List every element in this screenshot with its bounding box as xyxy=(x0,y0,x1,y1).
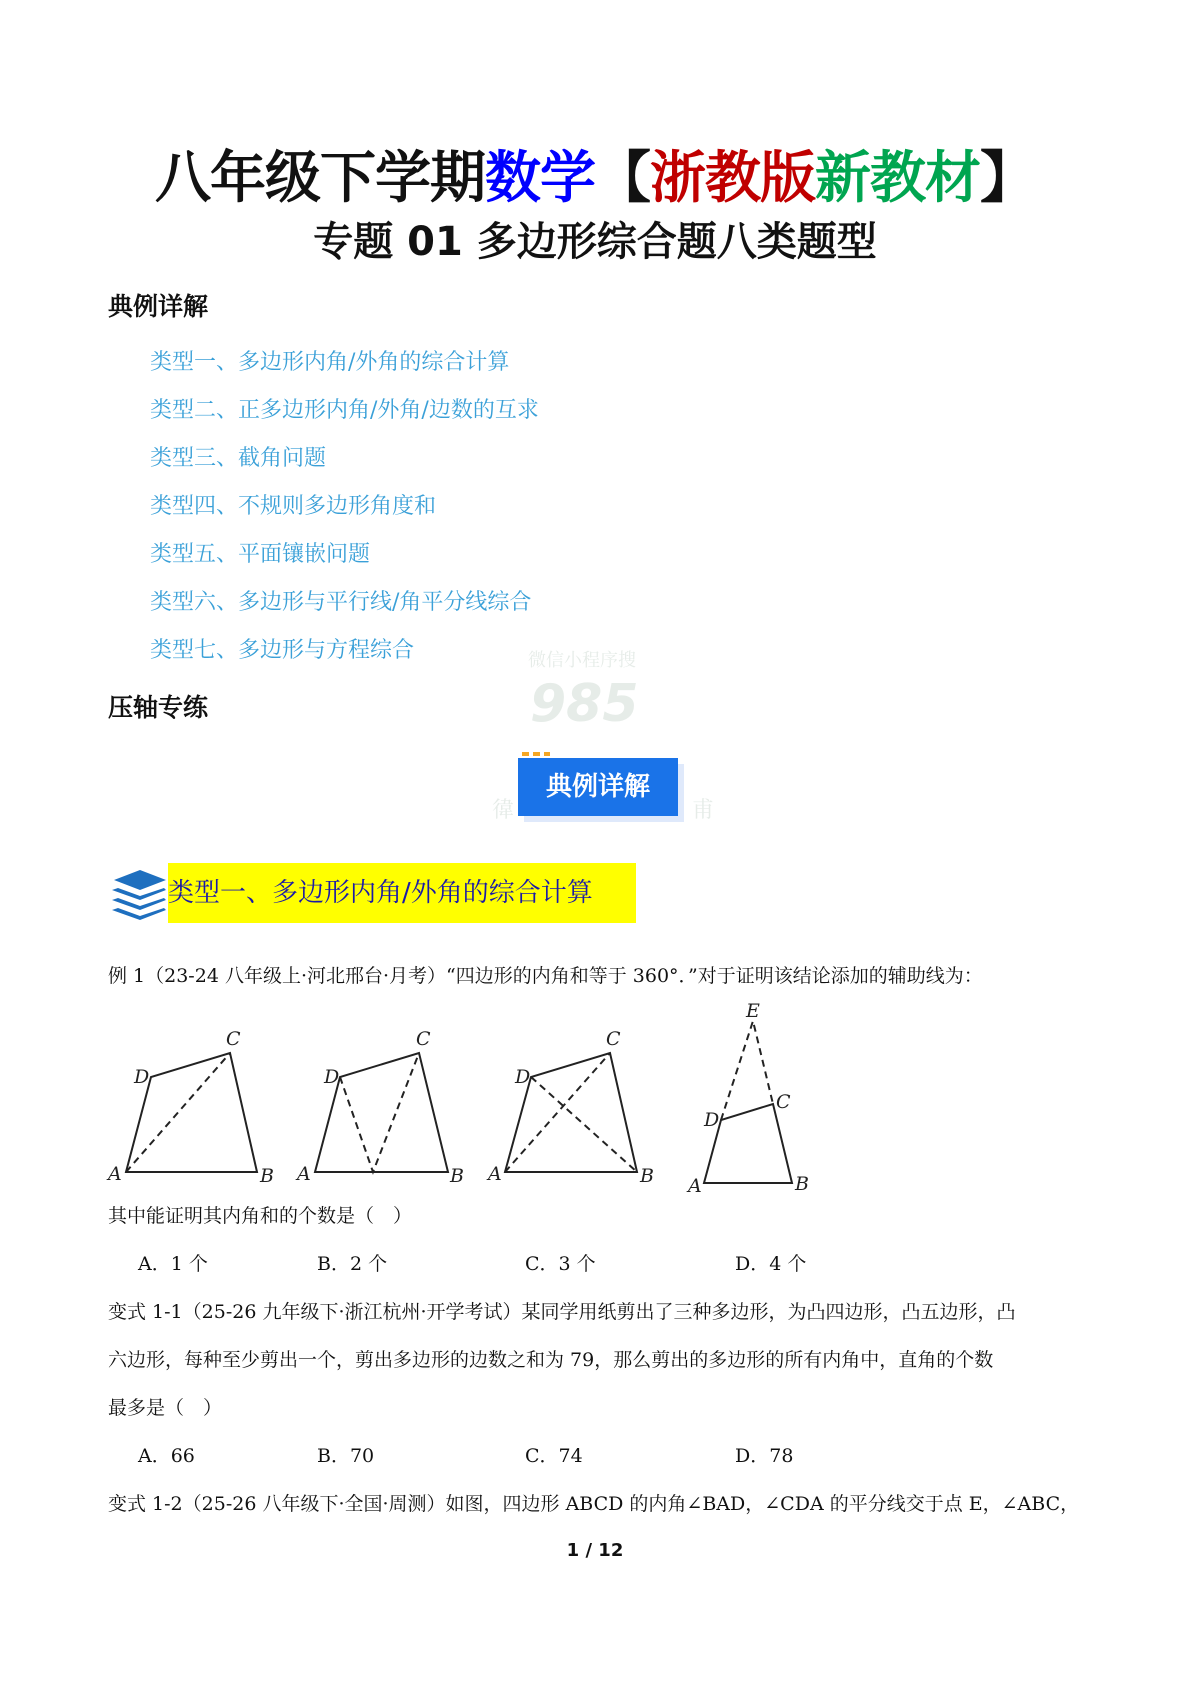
section-heading: 典例详解 xyxy=(108,292,209,321)
label-e: E xyxy=(746,1000,760,1022)
variant-text: 最多是（ ） xyxy=(108,1397,223,1419)
toc-link[interactable]: 类型七、多边形与方程综合 xyxy=(150,638,415,663)
watermark-char: 徫 xyxy=(492,798,515,823)
label-a: A xyxy=(488,1163,502,1185)
option-c: C．3 个 xyxy=(525,1253,596,1275)
extension-lines xyxy=(721,1021,773,1120)
page-number: 1 / 12 xyxy=(566,1540,624,1561)
option-d: D．4 个 xyxy=(735,1253,807,1275)
title-new: 新教材 xyxy=(815,146,980,211)
label-b: B xyxy=(795,1173,809,1195)
variant-text: 六边形，每种至少剪出一个，剪出多边形的边数之和为 79，那么剪出的多边形的所有内角中，直角的个数 xyxy=(108,1349,994,1371)
question-text: 其中能证明其内角和的个数是（ ） xyxy=(108,1205,413,1227)
toc-link[interactable]: 类型一、多边形内角/外角的综合计算 xyxy=(150,350,510,375)
type-heading: 类型一、多边形内角/外角的综合计算 xyxy=(168,863,636,923)
toc-link[interactable]: 类型二、正多边形内角/外角/边数的互求 xyxy=(150,398,539,423)
label-a: A xyxy=(108,1163,122,1185)
toc-link[interactable]: 类型三、截角问题 xyxy=(150,446,327,471)
subtitle: 专题 01 多边形综合题八类题型 xyxy=(313,219,877,265)
option-a: A．1 个 xyxy=(138,1253,208,1275)
dashed-lines xyxy=(340,1053,419,1172)
toc-link[interactable]: 类型四、不规则多边形角度和 xyxy=(150,494,437,519)
label-c: C xyxy=(606,1028,621,1050)
label-d: D xyxy=(704,1109,720,1131)
label-c: C xyxy=(776,1091,791,1113)
option-c: C．74 xyxy=(525,1445,583,1467)
example-text: 例 1（23-24 八年级上·河北邢台·月考）“四边形的内角和等于 360°．”对于证明该结论添加的辅助线为： xyxy=(108,965,983,987)
toc-link[interactable]: 类型五、平面镶嵌问题 xyxy=(150,542,371,567)
watermark-number: 985 xyxy=(530,674,639,734)
label-d: D xyxy=(515,1066,531,1088)
label-b: B xyxy=(450,1165,464,1187)
label-a: A xyxy=(297,1163,311,1185)
label-d: D xyxy=(324,1066,340,1088)
title-part: 八年级下学期 xyxy=(155,146,485,211)
section-heading: 压轴专练 xyxy=(108,693,209,722)
label-b: B xyxy=(260,1165,274,1187)
option-b: B．2 个 xyxy=(317,1253,388,1275)
watermark-char: 甫 xyxy=(692,798,715,823)
option-a: A．66 xyxy=(138,1445,195,1467)
title-edition: 浙教版 xyxy=(650,146,815,211)
label-c: C xyxy=(226,1028,241,1050)
variant-text: 变式 1-1（25-26 九年级下·浙江杭州·开学考试）某同学用纸剪出了三种多边形，为凸四边形，凸五边形，凸 xyxy=(108,1301,1016,1323)
label-b: B xyxy=(640,1165,654,1187)
option-b: B．70 xyxy=(317,1445,375,1467)
title-bracket: 】 xyxy=(980,146,1035,211)
variant-text: 变式 1-2（25-26 八年级下·全国·周测）如图，四边形 ABCD 的内角∠BAD，∠CDA 的平分线交于点 E，∠ABC， xyxy=(108,1493,1080,1515)
watermark-text: 微信小程序搜 xyxy=(528,650,636,671)
label-c: C xyxy=(416,1028,431,1050)
title-bracket: 【 xyxy=(595,146,650,211)
toc-link[interactable]: 类型六、多边形与平行线/角平分线综合 xyxy=(150,590,532,615)
title-subject: 数学 xyxy=(485,146,595,211)
option-d: D．78 xyxy=(735,1445,794,1467)
label-d: D xyxy=(134,1066,150,1088)
label-a: A xyxy=(688,1175,702,1197)
section-banner: 典例详解 xyxy=(518,758,678,816)
